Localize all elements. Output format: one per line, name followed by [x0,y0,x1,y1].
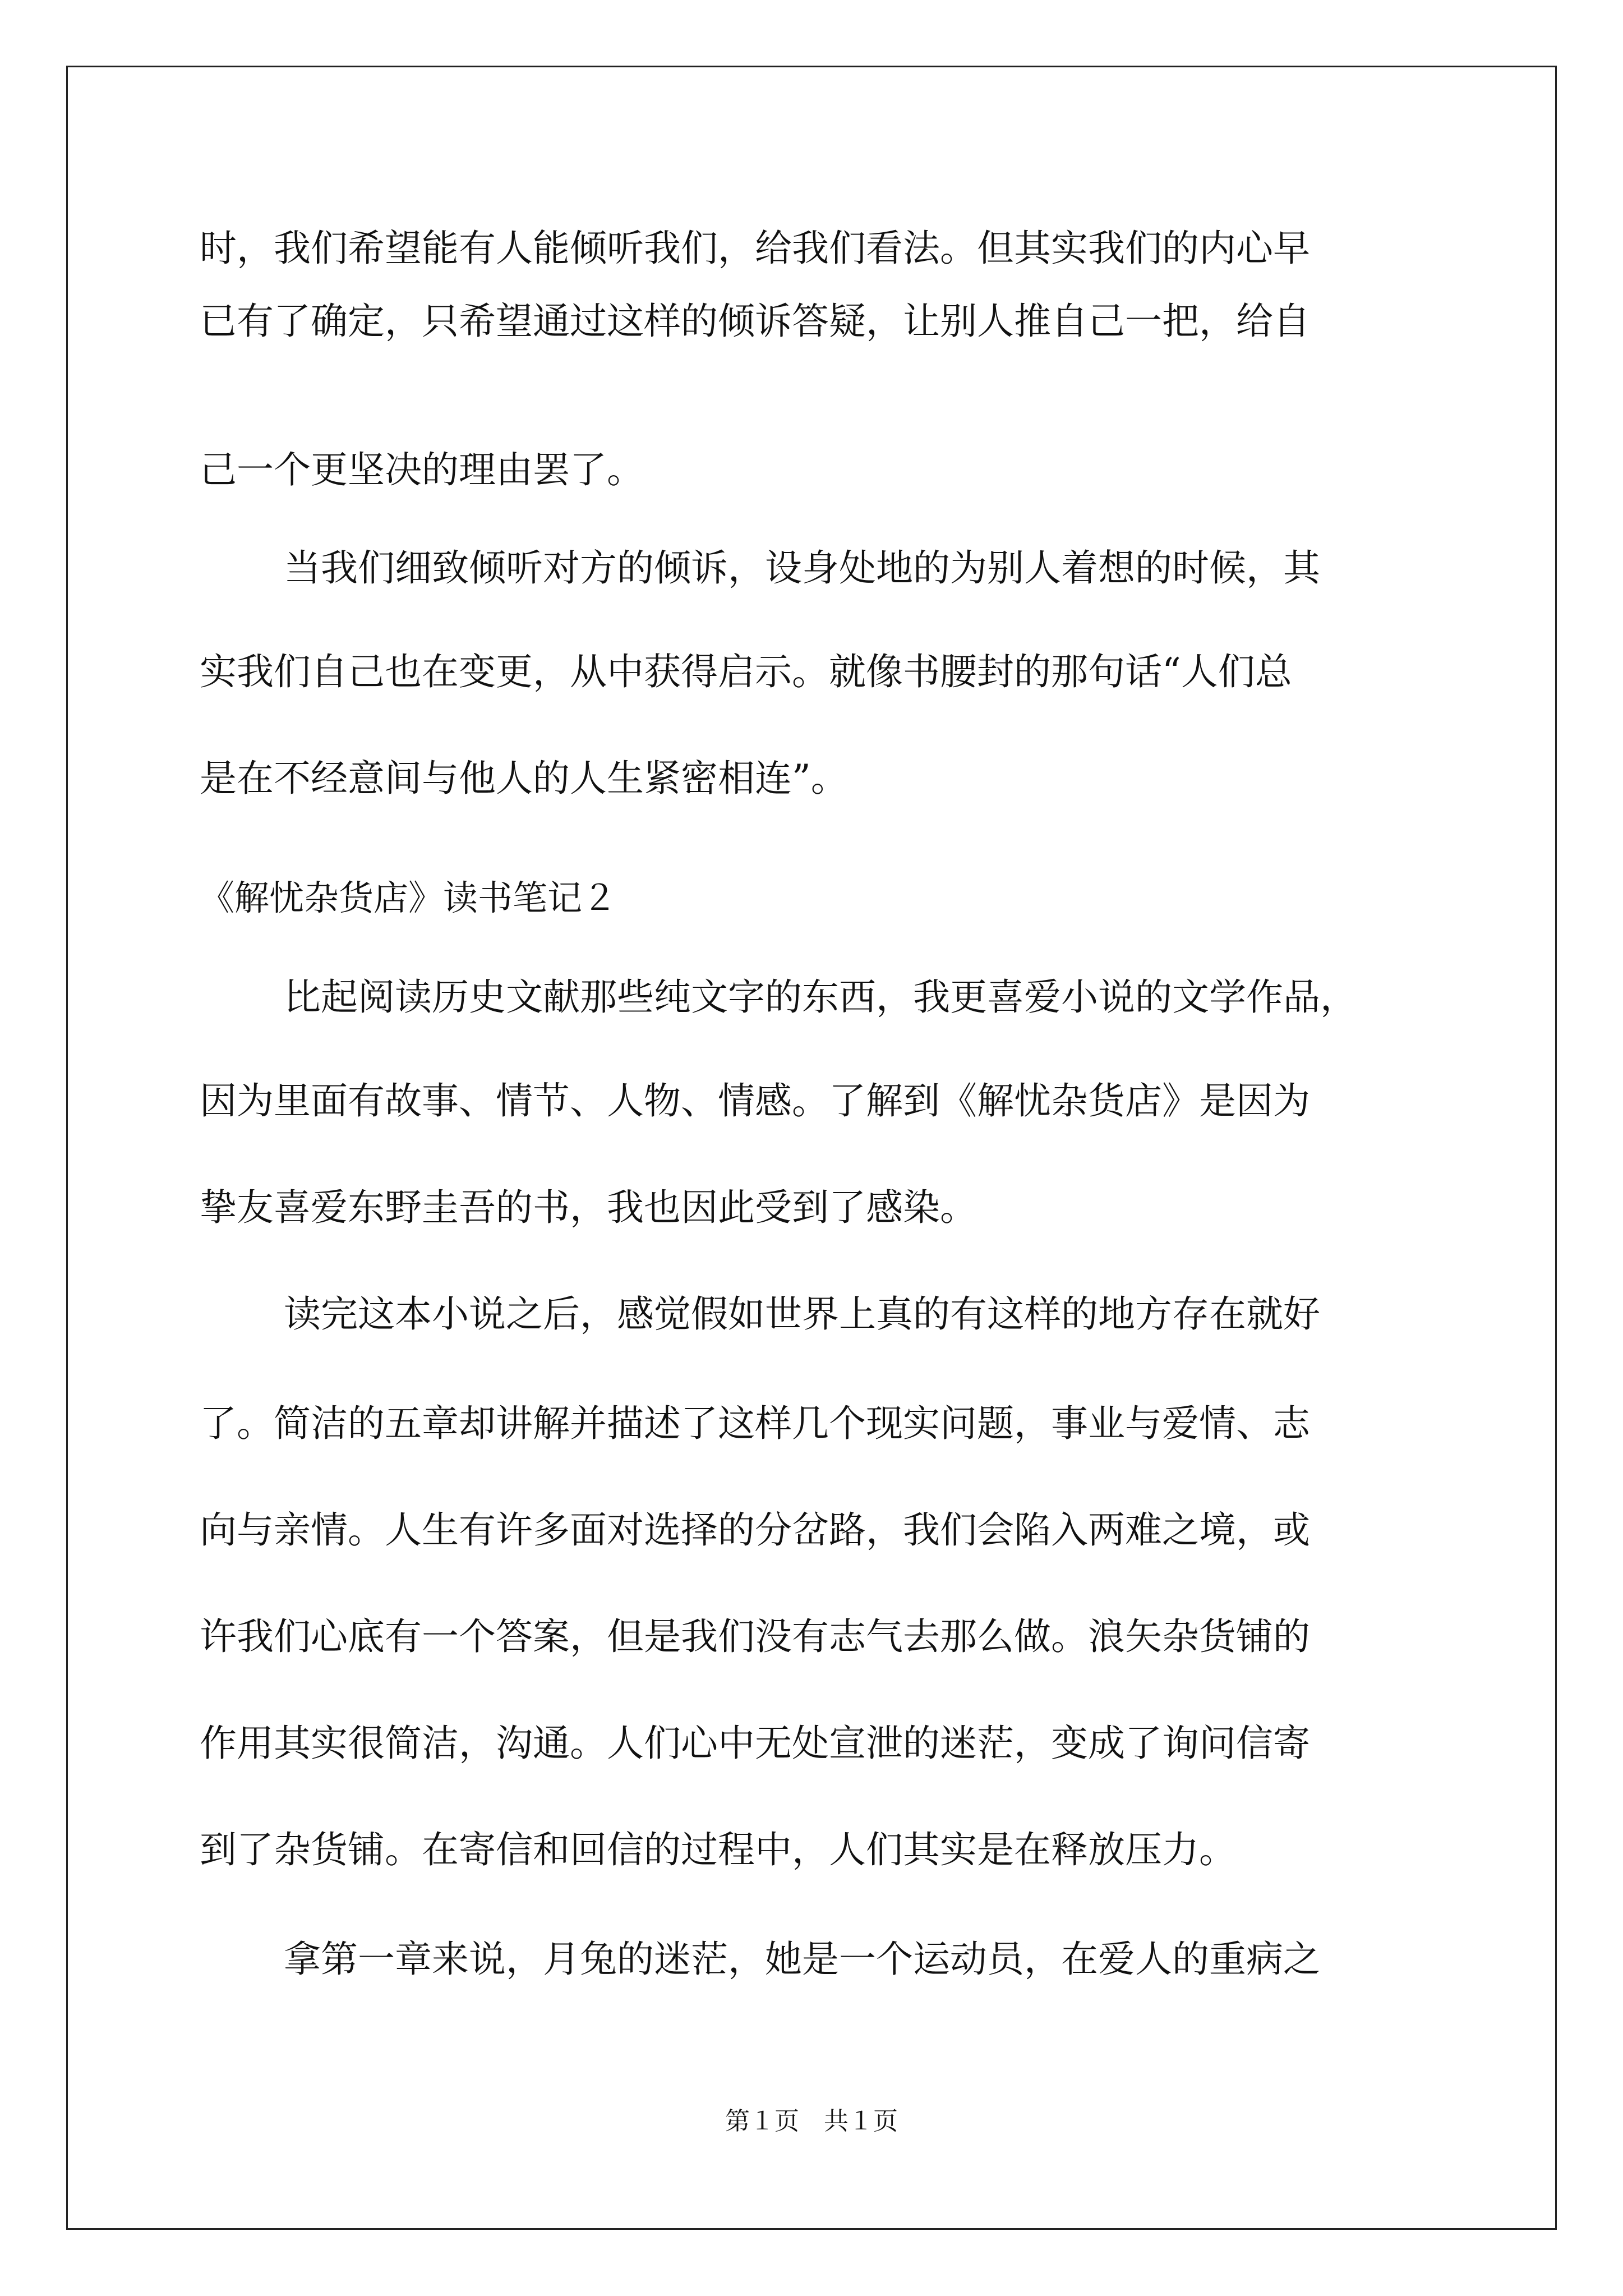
text-line: 了。简洁的五章却讲解并描述了这样几个现实问题，事业与爱情、志 [200,1402,1310,1445]
text-line: 己一个更坚决的理由罢了。 [200,448,644,491]
text-line: 已有了确定，只希望通过这样的倾诉答疑，让别人推自己一把，给自 [200,300,1310,343]
paragraph-start-line: 比起阅读历史文献那些纯文字的东西，我更喜爱小说的文学作品， [284,976,1357,1019]
section-heading: 《解忧杂货店》读书笔记２ [200,877,617,918]
page-number-footer: 第１页 共１页 [725,2108,898,2135]
text-line: 实我们自己也在变更，从中获得启示。就像书腰封的那句话“人们总 [200,650,1292,693]
text-line: 挚友喜爱东野圭吾的书，我也因此受到了感染。 [200,1186,977,1229]
page-border [66,66,1557,2230]
paragraph-start-line: 读完这本小说之后，感觉假如世界上真的有这样的地方存在就好 [284,1292,1320,1336]
text-line: 许我们心底有一个答案，但是我们没有志气去那么做。浪矢杂货铺的 [200,1615,1310,1658]
text-line: 因为里面有故事、情节、人物、情感。了解到《解忧杂货店》是因为 [200,1079,1310,1122]
text-line: 是在不经意间与他人的人生紧密相连”。 [200,757,848,800]
paragraph-start-line: 当我们细致倾听对方的倾诉，设身处地的为别人着想的时候，其 [284,546,1320,590]
paragraph-start-line: 拿第一章来说，月兔的迷茫，她是一个运动员，在爱人的重病之 [284,1938,1320,1981]
text-line: 向与亲情。人生有许多面对选择的分岔路，我们会陷入两难之境，或 [200,1508,1310,1552]
text-line: 作用其实很简洁，沟通。人们心中无处宣泄的迷茫，变成了询问信寄 [200,1722,1310,1765]
text-line: 时，我们希望能有人能倾听我们，给我们看法。但其实我们的内心早 [200,227,1310,270]
text-line: 到了杂货铺。在寄信和回信的过程中，人们其实是在释放压力。 [200,1828,1236,1871]
